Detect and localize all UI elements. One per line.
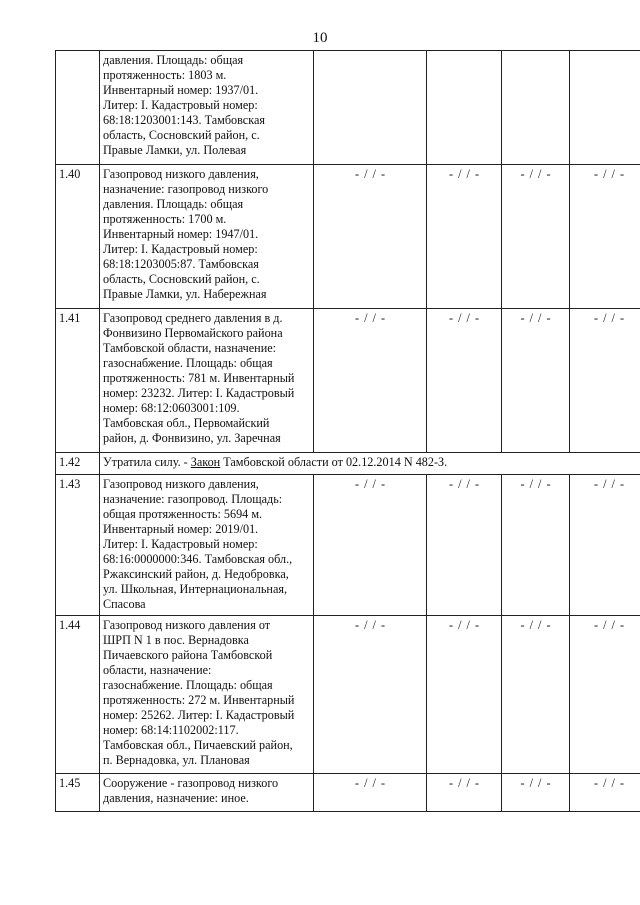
ditto-cell: - / / -	[502, 616, 570, 774]
ditto-cell	[427, 51, 502, 165]
ditto-cell: - / / -	[502, 165, 570, 309]
ditto-cell: - / / -	[502, 309, 570, 453]
ditto-cell	[502, 51, 570, 165]
description-cell: Сооружение - газопровод низкого давления, назначение: иное.	[100, 774, 314, 812]
law-link[interactable]: Закон	[190, 455, 221, 469]
ditto-cell: - / / -	[570, 475, 640, 616]
table-row	[56, 51, 640, 165]
ditto-cell: - / / -	[427, 616, 502, 774]
repealed-suffix: Тамбовской области от 02.12.2014 N 482-З.	[220, 455, 448, 469]
row-number-cell: 1.40	[56, 165, 100, 309]
description-cell: Газопровод низкого давления, назначение: газопровод низкого давления. Площадь: общая протяженность: 1700 м. Инвентарный номер: 1947/01. Литер: I. Кадастровый номер: 68:18:1203005:87. Тамбовская область, Сосновский район, с. Правые Ламки, ул. Набережная	[100, 165, 314, 309]
ditto-cell: - / / -	[502, 774, 570, 812]
ditto-cell: - / / -	[427, 774, 502, 812]
page-number: 10	[312, 30, 328, 46]
table-row	[56, 309, 640, 453]
row-number-cell: 1.42	[56, 453, 100, 475]
table-row	[56, 616, 640, 774]
table-row	[56, 475, 640, 616]
ditto-cell: - / / -	[427, 475, 502, 616]
ditto-cell	[314, 51, 427, 165]
ditto-cell: - / / -	[314, 774, 427, 812]
ditto-cell: - / / -	[427, 309, 502, 453]
row-number-cell: 1.43	[56, 475, 100, 616]
repealed-note-cell	[100, 453, 640, 475]
ditto-cell: - / / -	[570, 616, 640, 774]
ditto-cell: - / / -	[502, 475, 570, 616]
ditto-cell: - / / -	[314, 475, 427, 616]
table-row-repealed	[56, 453, 640, 475]
ditto-cell	[570, 51, 640, 165]
description-cell: давления. Площадь: общая протяженность: 1803 м. Инвентарный номер: 1937/01. Литер: I. Кадастровый номер: 68:18:1203001:143. Тамбовская область, Сосновский район, с. Правые Ламки, ул. Полевая	[100, 51, 314, 165]
row-number-cell: 1.45	[56, 774, 100, 812]
table-row	[56, 165, 640, 309]
description-cell: Газопровод низкого давления от ШРП N 1 в пос. Вернадовка Пичаевского района Тамбовской области, назначение: газоснабжение. Площадь: общая протяженность: 272 м. Инвентарный номер: 25262. Литер: I. Кадастровый номер: 68:14:1102002:117. Тамбовская обл., Пичаевский район, п. Вернадовка, ул. Плановая	[100, 616, 314, 774]
description-cell: Газопровод низкого давления, назначение: газопровод. Площадь: общая протяженность: 5694 м. Инвентарный номер: 2019/01. Литер: I. Кадастровый номер: 68:16:0000000:346. Тамбовская обл., Ржаксинский район, д. Недобровка, ул. Школьная, Интернациональная, Спасова	[100, 475, 314, 616]
property-registry-table	[55, 50, 640, 812]
ditto-cell: - / / -	[314, 165, 427, 309]
description-cell: Газопровод среднего давления в д. Фонвизино Первомайского района Тамбовской области, назначение: газоснабжение. Площадь: общая протяженность: 781 м. Инвентарный номер: 23232. Литер: I. Кадастровый номер: 68:12:0603001:109. Тамбовская обл., Первомайский район, д. Фонвизино, ул. Заречная	[100, 309, 314, 453]
ditto-cell: - / / -	[570, 774, 640, 812]
ditto-cell: - / / -	[427, 165, 502, 309]
ditto-cell: - / / -	[570, 165, 640, 309]
ditto-cell: - / / -	[570, 309, 640, 453]
ditto-cell: - / / -	[314, 616, 427, 774]
ditto-cell: - / / -	[314, 309, 427, 453]
row-number-cell: 1.41	[56, 309, 100, 453]
table-row	[56, 774, 640, 812]
repealed-prefix: Утратила силу. -	[103, 455, 191, 469]
row-number-cell	[56, 51, 100, 165]
row-number-cell: 1.44	[56, 616, 100, 774]
